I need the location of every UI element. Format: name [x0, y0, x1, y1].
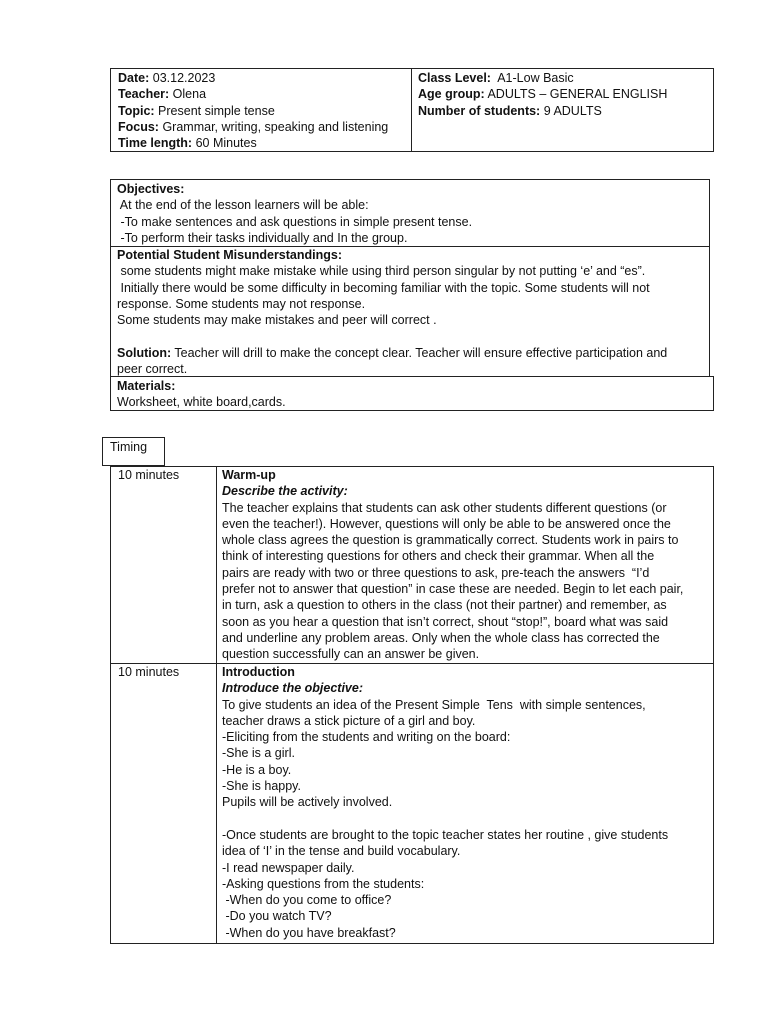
time-column-divider	[216, 467, 217, 943]
stage-text-line: -When do you have breakfast?	[222, 925, 396, 940]
stages-table	[110, 466, 714, 944]
stage-text-line: Pupils will be actively involved.	[222, 795, 393, 810]
materials-text: Worksheet, white board,cards.	[117, 395, 286, 410]
objective-line: At the end of the lesson learners will be able:	[117, 198, 369, 213]
stage-text-line: question successfully can an answer be given.	[222, 647, 480, 662]
solution-line: Solution: Teacher will drill to make the concept clear. Teacher will ensure effective participation and	[117, 345, 668, 360]
stage-text-line: To give students an idea of the Present Simple Tens with simple sentences,	[222, 697, 646, 712]
stage-content-introduction	[222, 664, 668, 941]
number-of-students-row: Number of students: 9 ADULTS	[418, 103, 602, 118]
stage-text-line: -I read newspaper daily.	[222, 860, 355, 875]
objective-line: -To perform their tasks individually and In the group.	[117, 230, 408, 245]
topic-row: Topic: Present simple tense	[118, 103, 275, 118]
lesson-info-right	[418, 70, 667, 119]
stage-text-line: -Asking questions from the students:	[222, 876, 425, 891]
time-length-row: Time length: 60 Minutes	[118, 136, 257, 151]
lesson-info-divider	[411, 69, 412, 151]
stage-text-line: in turn, ask a question to others in the class (not their partner) and remember, as	[222, 598, 667, 613]
timing-label: Timing	[110, 440, 148, 454]
misunderstanding-line: response. Some students may not response.	[117, 296, 366, 311]
materials-heading: Materials:	[117, 379, 176, 393]
misunderstandings-section	[117, 247, 667, 377]
stage-subtitle: Introduce the objective:	[222, 681, 363, 696]
stage-time: 10 minutes	[118, 665, 180, 679]
stage-text-line	[222, 811, 668, 827]
stage-text-line: -Do you watch TV?	[222, 909, 332, 924]
stage-text-line: whole class agrees the question is grammatically correct. Students work in pairs to	[222, 533, 679, 548]
solution-line: peer correct.	[117, 362, 188, 377]
stage-text-line: -Eliciting from the students and writing on the board:	[222, 730, 511, 745]
misunderstanding-line: Some students may make mistakes and peer will correct .	[117, 313, 437, 328]
objective-line: -To make sentences and ask questions in simple present tense.	[117, 214, 473, 229]
misunderstandings-heading: Potential Student Misunderstandings:	[117, 248, 343, 262]
stage-text-line: -When do you come to office?	[222, 893, 392, 908]
class-level-row: Class Level: A1-Low Basic	[418, 71, 574, 85]
stage-text-line: -He is a boy.	[222, 762, 292, 777]
stage-text-line: prefer not to answer that question” in case these are needed. Begin to let each pair,	[222, 582, 684, 597]
age-group-row: Age group: ADULTS – GENERAL ENGLISH	[418, 87, 668, 102]
stage-title: Warm-up	[222, 468, 276, 482]
materials-section	[117, 378, 286, 411]
stage-text-line: even the teacher!). However, questions will only be able to be answered once the	[222, 516, 671, 531]
stage-subtitle: Describe the activity:	[222, 484, 348, 499]
date-row: Date: 03.12.2023	[118, 71, 216, 85]
misunderstanding-line: some students might make mistake while using third person singular by not putting ‘e’ and “es”.	[117, 264, 646, 279]
objectives-box	[110, 179, 710, 377]
stage-text-line: think of interesting questions for others and check their grammar. When all the	[222, 549, 655, 564]
stage-text-line: and underline any problem areas. Only when the whole class has corrected the	[222, 630, 660, 645]
stage-text-line: teacher draws a stick picture of a girl and boy.	[222, 713, 476, 728]
objectives-heading: Objectives:	[117, 182, 185, 196]
stage-text-line: -Once students are brought to the topic teacher states her routine , give students	[222, 827, 669, 842]
stage-text-line: soon as you hear a question that isn’t correct, shout “stop!”, board what was said	[222, 614, 669, 629]
focus-row: Focus: Grammar, writing, speaking and listening	[118, 119, 389, 134]
stage-title: Introduction	[222, 665, 295, 679]
stage-text-line: pairs are ready with two or three questions to ask, pre-teach the answers “I’d	[222, 565, 650, 580]
objectives-section	[117, 181, 472, 246]
solution-label: Solution:	[117, 345, 172, 360]
lesson-info-left	[118, 70, 388, 151]
stage-content-warm-up	[222, 467, 683, 663]
lesson-info-table	[110, 68, 714, 152]
stage-text-line: -She is happy.	[222, 779, 301, 794]
stage-text-line: -She is a girl.	[222, 746, 295, 761]
stage-text-line: idea of ‘I’ in the tense and build vocabulary.	[222, 844, 461, 859]
stage-time: 10 minutes	[118, 468, 180, 482]
teacher-row: Teacher: Olena	[118, 87, 207, 102]
stage-text-line: The teacher explains that students can ask other students different questions (or	[222, 500, 667, 515]
misunderstanding-line: Initially there would be some difficulty in becoming familiar with the topic. Some students will not	[117, 280, 650, 295]
materials-box	[110, 376, 714, 411]
timing-label-box	[102, 437, 165, 466]
